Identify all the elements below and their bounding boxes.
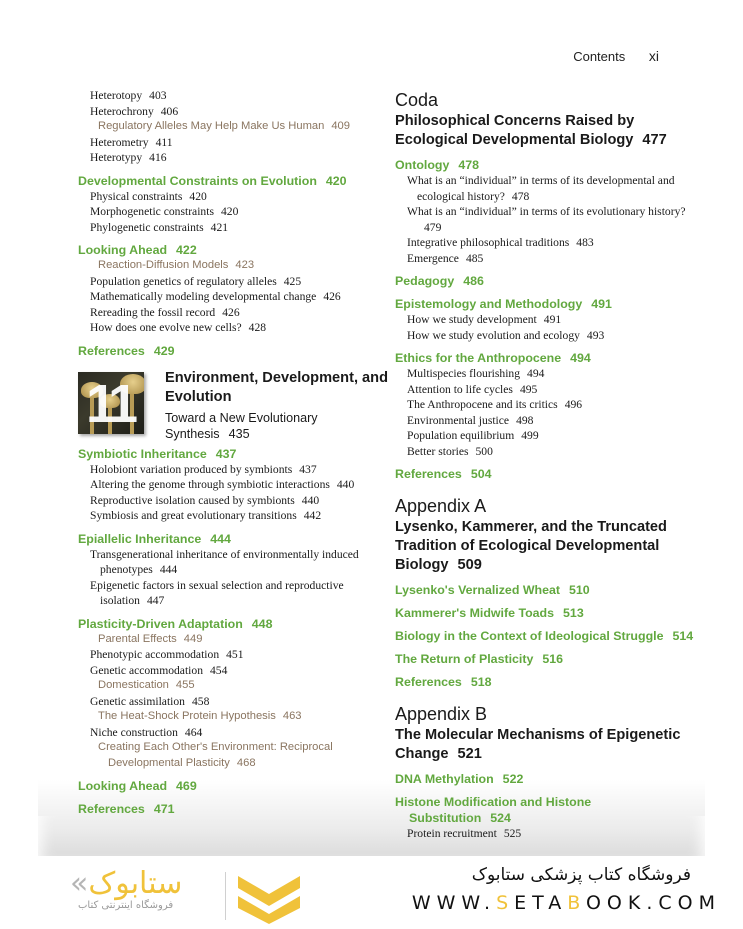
entry-title: Parental Effects bbox=[98, 632, 177, 645]
entry-title: What is an “individual” in terms of its developmental and ecological history? bbox=[407, 174, 675, 203]
toc-subentry[interactable] bbox=[395, 312, 695, 328]
page-folio: xi bbox=[648, 48, 659, 64]
entry-title: Mathematically modeling developmental change bbox=[90, 290, 317, 303]
page-number: 423 bbox=[235, 259, 255, 271]
toc-section-heading[interactable] bbox=[78, 173, 378, 189]
section-title: The Return of Plasticity bbox=[395, 652, 534, 666]
toc-subentry[interactable] bbox=[78, 477, 378, 493]
page-number: 449 bbox=[183, 632, 203, 645]
page-number: 491 bbox=[543, 313, 562, 326]
entry-title: Multispecies flourishing bbox=[407, 367, 521, 380]
page-number: 451 bbox=[226, 648, 244, 661]
toc-section-heading[interactable] bbox=[395, 273, 695, 289]
toc-part bbox=[395, 90, 695, 482]
page-number: 485 bbox=[465, 251, 484, 265]
section-title: Looking Ahead bbox=[78, 779, 168, 793]
logo-divider bbox=[225, 872, 226, 920]
chapter-11-entry[interactable] bbox=[78, 369, 388, 451]
page-number: 468 bbox=[236, 756, 256, 769]
entry-title: Heterometry bbox=[90, 135, 149, 149]
page-number: 478 bbox=[511, 189, 530, 203]
page-number: 483 bbox=[576, 236, 594, 249]
toc-subentry[interactable] bbox=[78, 493, 378, 509]
page-number: 486 bbox=[463, 274, 484, 288]
page-number: 494 bbox=[570, 351, 591, 365]
toc-subentry[interactable] bbox=[395, 444, 695, 460]
entry-title: Heterotypy bbox=[90, 151, 143, 164]
page-number: 499 bbox=[521, 429, 539, 442]
page-number: 447 bbox=[146, 594, 165, 607]
page-number: 518 bbox=[470, 675, 492, 689]
toc-section-heading[interactable] bbox=[395, 651, 695, 667]
entry-title: Symbiosis and great evolutionary transitions bbox=[90, 509, 297, 522]
toc-subentry[interactable] bbox=[395, 413, 695, 429]
toc-subentry[interactable] bbox=[78, 578, 378, 609]
toc-section-heading[interactable] bbox=[395, 157, 695, 173]
toc-subentry[interactable] bbox=[395, 204, 695, 235]
part-title[interactable]: Philosophical Concerns Raised by Ecological Developmental Biology 477 bbox=[395, 113, 667, 148]
page-number: 425 bbox=[283, 274, 302, 288]
page-number: 493 bbox=[586, 328, 605, 342]
toc-subentry[interactable] bbox=[78, 725, 378, 741]
entry-title: Heterotopy bbox=[90, 89, 143, 102]
section-title: Ethics for the Anthropocene bbox=[395, 351, 562, 365]
section-title: Symbiotic Inheritance bbox=[78, 446, 207, 461]
page-number: 478 bbox=[458, 158, 480, 172]
chapter-subtitle: Toward a New Evolutionary Synthesis 435 bbox=[165, 410, 318, 441]
toc-section-heading[interactable] bbox=[78, 531, 378, 547]
store-url[interactable]: WWW.SETABOOK.COM bbox=[411, 892, 721, 914]
toc-section-heading[interactable] bbox=[395, 674, 695, 690]
page-number: 448 bbox=[251, 616, 273, 631]
page-number: 471 bbox=[153, 802, 175, 816]
entry-title: Population genetics of regulatory alleles bbox=[90, 274, 277, 288]
toc-section-heading[interactable] bbox=[395, 628, 695, 644]
section-title: Histone Modification and Histone Substitution bbox=[395, 795, 592, 825]
entry-title: Epigenetic factors in sexual selection and reproductive isolation bbox=[90, 578, 344, 607]
section-title: DNA Methylation bbox=[395, 772, 494, 786]
entry-title: Protein recruitment bbox=[407, 827, 497, 840]
chevron-logo-icon bbox=[238, 872, 300, 924]
page-number: 454 bbox=[210, 663, 228, 677]
section-title: Developmental Constraints on Evolution bbox=[78, 173, 317, 188]
page-number: 420 bbox=[189, 189, 207, 203]
toc-subentry[interactable] bbox=[78, 135, 378, 151]
section-title: Ontology bbox=[395, 158, 450, 172]
part-title[interactable]: The Molecular Mechanisms of Epigenetic Change 521 bbox=[395, 727, 681, 762]
section-title: References bbox=[395, 675, 462, 689]
toc-subentry[interactable] bbox=[78, 547, 378, 578]
toc-subentry[interactable] bbox=[395, 397, 695, 413]
entry-title: Altering the genome through symbiotic interactions bbox=[90, 478, 330, 491]
toc-right-column bbox=[395, 90, 695, 842]
page-number: 420 bbox=[220, 205, 239, 218]
toc-box-entry[interactable] bbox=[78, 258, 378, 274]
page-number: 440 bbox=[301, 493, 320, 507]
toc-subentry[interactable] bbox=[78, 647, 378, 663]
page-number: 495 bbox=[519, 382, 538, 396]
page-number: 525 bbox=[503, 827, 522, 840]
toc-subentry[interactable] bbox=[78, 220, 378, 236]
section-title: Biology in the Context of Ideological Struggle bbox=[395, 629, 664, 643]
toc-subentry[interactable] bbox=[78, 663, 378, 679]
toc-subentry[interactable] bbox=[78, 462, 378, 478]
page-number: 426 bbox=[323, 290, 341, 303]
entry-title: Reproductive isolation caused by symbionts bbox=[90, 493, 295, 507]
toc-box-entry[interactable] bbox=[78, 632, 378, 648]
toc-left-column bbox=[78, 88, 388, 817]
page-number: 437 bbox=[299, 462, 317, 476]
entry-title: Regulatory Alleles May Help Make Us Human bbox=[98, 120, 325, 132]
page-number: 524 bbox=[490, 811, 511, 825]
entry-title: Genetic accommodation bbox=[90, 663, 203, 677]
toc-box-entry[interactable] bbox=[78, 119, 378, 135]
section-title: Kammerer's Midwife Toads bbox=[395, 606, 555, 620]
part-label: Coda bbox=[395, 90, 439, 110]
entry-title: The Heat-Shock Protein Hypothesis bbox=[98, 710, 276, 722]
entry-title: How we study development bbox=[407, 313, 537, 326]
page-number: 469 bbox=[176, 779, 197, 793]
entry-title: Rereading the fossil record bbox=[90, 305, 216, 319]
section-title: Lysenko's Vernalized Wheat bbox=[395, 583, 560, 597]
page-number: 464 bbox=[184, 725, 203, 739]
toc-subentry[interactable] bbox=[78, 88, 378, 104]
logo-wordmark: «ستابوک bbox=[70, 866, 183, 901]
toc-sections-chapter11 bbox=[78, 446, 378, 818]
entry-title: Physical constraints bbox=[90, 189, 183, 203]
page-number: 455 bbox=[175, 679, 195, 691]
entry-title: Environmental justice bbox=[407, 413, 510, 427]
page-number: 494 bbox=[527, 367, 545, 380]
toc-subentry[interactable] bbox=[395, 826, 695, 842]
page-number: 435 bbox=[228, 426, 250, 441]
entry-title: Reaction-Diffusion Models bbox=[98, 259, 229, 271]
toc-subentry[interactable] bbox=[78, 508, 378, 524]
store-name: فروشگاه کتاب پزشکی ستابوک bbox=[471, 865, 691, 885]
toc-subentry[interactable] bbox=[78, 204, 378, 220]
toc-section-heading[interactable] bbox=[395, 771, 695, 787]
toc-subentry[interactable] bbox=[395, 382, 695, 398]
toc-section-heading[interactable] bbox=[395, 582, 695, 598]
toc-box-entry[interactable] bbox=[78, 678, 378, 694]
toc-top-entries bbox=[78, 88, 378, 166]
entry-title: Morphogenetic constraints bbox=[90, 205, 214, 218]
store-footer bbox=[0, 858, 743, 929]
running-head-title: Contents bbox=[573, 49, 626, 64]
page-number: 426 bbox=[222, 305, 240, 319]
page-number: 429 bbox=[153, 343, 175, 358]
page-number: 440 bbox=[336, 478, 355, 491]
page-number: 510 bbox=[569, 583, 590, 597]
page-number: 442 bbox=[303, 509, 322, 522]
toc-section-heading[interactable] bbox=[78, 778, 378, 794]
page-number: 421 bbox=[210, 220, 229, 234]
toc-subentry[interactable] bbox=[78, 150, 378, 166]
page-number: 509 bbox=[457, 557, 482, 573]
page-number: 479 bbox=[424, 220, 442, 234]
entry-title: Integrative philosophical traditions bbox=[407, 236, 570, 249]
part-label: Appendix B bbox=[395, 704, 488, 724]
toc-section-heading[interactable] bbox=[395, 350, 695, 366]
section-title: Epiallelic Inheritance bbox=[78, 531, 202, 546]
logo-tagline: فروشگاه اینترنتی کتاب bbox=[78, 900, 174, 911]
part-title[interactable]: Lysenko, Kammerer, and the Truncated Tradition of Ecological Developmental Biology 509 bbox=[395, 519, 667, 573]
toc-subentry[interactable] bbox=[78, 305, 378, 321]
entry-title: Heterochrony bbox=[90, 104, 154, 118]
toc-box-entry[interactable] bbox=[78, 740, 378, 771]
toc-subentry[interactable] bbox=[78, 274, 378, 290]
section-title: References bbox=[395, 467, 462, 481]
page-number: 428 bbox=[248, 321, 267, 334]
page-number: 463 bbox=[282, 710, 302, 722]
page-number: 498 bbox=[516, 413, 534, 427]
page-number: 477 bbox=[642, 132, 667, 148]
toc-section-heading[interactable] bbox=[395, 605, 695, 621]
entry-title: Emergence bbox=[407, 251, 459, 265]
part-label: Appendix A bbox=[395, 496, 487, 516]
toc-subentry[interactable] bbox=[78, 189, 378, 205]
entry-title: Holobiont variation produced by symbionts bbox=[90, 462, 293, 476]
entry-title: Phylogenetic constraints bbox=[90, 220, 204, 234]
page-number: 500 bbox=[475, 444, 493, 458]
toc-subentry[interactable] bbox=[395, 328, 695, 344]
toc-subentry[interactable] bbox=[395, 428, 695, 444]
entry-title: Transgenerational inheritance of environmentally induced phenotypes bbox=[90, 547, 359, 576]
toc-part bbox=[395, 704, 695, 842]
section-title: Plasticity-Driven Adaptation bbox=[78, 616, 243, 631]
page-number: 514 bbox=[672, 629, 694, 643]
page-number: 422 bbox=[176, 243, 197, 257]
page-number: 521 bbox=[457, 746, 482, 762]
toc-subentry[interactable] bbox=[78, 320, 378, 336]
toc-subentry[interactable] bbox=[395, 251, 695, 267]
page-number: 491 bbox=[591, 297, 612, 311]
entry-title: Population equilibrium bbox=[407, 429, 515, 442]
entry-title: Attention to life cycles bbox=[407, 382, 513, 396]
toc-subentry[interactable] bbox=[78, 694, 378, 710]
entry-title: Phenotypic accommodation bbox=[90, 648, 220, 661]
page-number: 437 bbox=[215, 446, 237, 461]
page-number: 496 bbox=[564, 398, 583, 411]
toc-subentry[interactable] bbox=[395, 366, 695, 382]
page-number: 406 bbox=[160, 104, 179, 118]
entry-title: How we study evolution and ecology bbox=[407, 328, 580, 342]
toc-section-heading[interactable] bbox=[78, 801, 378, 817]
entry-title: Creating Each Other's Environment: Reciprocal Developmental Plasticity bbox=[98, 741, 333, 769]
toc-section-heading[interactable] bbox=[78, 616, 378, 632]
store-logo[interactable] bbox=[70, 866, 300, 926]
toc-box-entry[interactable] bbox=[78, 709, 378, 725]
toc-subentry[interactable] bbox=[395, 235, 695, 251]
store-info bbox=[412, 864, 721, 916]
page-number: 516 bbox=[542, 652, 564, 666]
page-number: 409 bbox=[331, 120, 350, 132]
page-number: 416 bbox=[149, 151, 167, 164]
toc-section-heading[interactable] bbox=[78, 242, 378, 258]
entry-title: How does one evolve new cells? bbox=[90, 321, 242, 334]
entry-title: Better stories bbox=[407, 444, 469, 458]
section-title: Pedagogy bbox=[395, 274, 455, 288]
toc-section-heading[interactable] bbox=[395, 296, 695, 312]
chapter-title: Environment, Development, and Evolution bbox=[165, 369, 388, 405]
entry-title: Niche construction bbox=[90, 725, 178, 739]
page-number: 458 bbox=[191, 694, 210, 708]
chapter-number: 11 bbox=[86, 373, 134, 434]
running-head bbox=[573, 48, 659, 64]
toc-section-heading[interactable] bbox=[395, 794, 695, 826]
page-number: 444 bbox=[159, 563, 178, 576]
page-number: 420 bbox=[325, 173, 347, 188]
entry-title: Domestication bbox=[98, 679, 169, 691]
toc-sections-chapter10 bbox=[78, 173, 378, 359]
section-title: Looking Ahead bbox=[78, 243, 168, 257]
page-number: 411 bbox=[155, 135, 173, 149]
entry-title: The Anthropocene and its critics bbox=[407, 398, 558, 411]
toc-part bbox=[395, 496, 695, 690]
section-title: Epistemology and Methodology bbox=[395, 297, 583, 311]
page-number: 513 bbox=[563, 606, 584, 620]
toc-subentry[interactable] bbox=[395, 173, 695, 204]
toc-subentry[interactable] bbox=[78, 104, 378, 120]
entry-title: Genetic assimilation bbox=[90, 694, 185, 708]
section-title: References bbox=[78, 802, 145, 816]
page-number: 522 bbox=[502, 772, 524, 786]
section-title: References bbox=[78, 343, 145, 358]
toc-subentry[interactable] bbox=[78, 289, 378, 305]
entry-title: What is an “individual” in terms of its evolutionary history? bbox=[407, 205, 686, 218]
page-number: 444 bbox=[210, 531, 231, 546]
chapter-11-thumbnail bbox=[78, 372, 144, 434]
toc-section-heading[interactable] bbox=[395, 466, 695, 482]
toc-section-heading[interactable] bbox=[78, 343, 378, 359]
page-number: 403 bbox=[149, 89, 167, 102]
page-number: 504 bbox=[470, 467, 492, 481]
toc-back-matter bbox=[395, 90, 695, 842]
